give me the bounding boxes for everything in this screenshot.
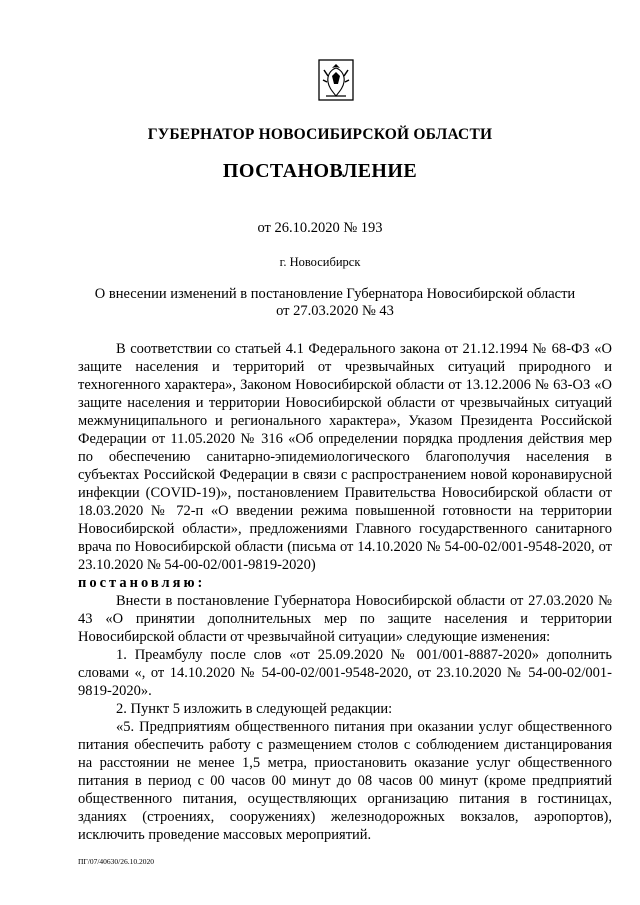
document-subject [60, 286, 610, 320]
item-2-text-paragraph: «5. Предприятиям общественного питания при оказании услуг общественного питания обеспечить работу с размещением столов с соблюдением дистанцирования на расстоянии не менее 1,5 метра, приостановить оказание услуг общественного питания в период с 00 часов 00 минут до 08 часов 00 минут (кроме предприятий общественного питания, осуществляющих организацию питания в гостиницах, зданиях (строениях, сооружениях) железнодорожных вокзалов, аэропортов), исключить проведение массовых мероприятий. [78, 719, 612, 843]
footer-document-code: ПГ/07/40630/26.10.2020 [78, 857, 155, 866]
decree-word: постановляю: [78, 575, 206, 591]
coat-of-arms-icon [318, 58, 354, 102]
document-city: г. Новосибирск [279, 255, 361, 269]
document-date-number: от 26.10.2020 № 193 [257, 220, 383, 236]
document-body [78, 340, 612, 844]
document-type-title: ПОСТАНОВЛЕНИЕ [222, 160, 418, 182]
item-1-paragraph: 1. Преамбулу после слов «от 25.09.2020 № 001/001-8887-2020» дополнить словами «, от 14.10.2020 № 54-00-02/001-9548-2020, от 23.10.2020 № 54-00-02/001-9819-2020». [78, 647, 612, 699]
subject-line-1: О внесении изменений в постановление Губернатора Новосибирской области [94, 286, 576, 302]
item-2-paragraph: 2. Пункт 5 изложить в следующей редакции: [116, 701, 393, 717]
authority-title: ГУБЕРНАТОР НОВОСИБИРСКОЙ ОБЛАСТИ [147, 126, 493, 143]
preamble-paragraph: В соответствии со статьей 4.1 Федерального закона от 21.12.1994 № 68-ФЗ «О защите населения и территорий от чрезвычайных ситуаций природного и техногенного характера», Законом Новосибирской области от 13.12.2006 № 63-ОЗ «О защите населения и территории Новосибирской области от чрезвычайных ситуаций межмуниципального и регионального характера», Указом Президента Российской Федерации от 11.05.2020 № 316 «Об определении порядка продления действия мер по обеспечению санитарно-эпидемиологического благополучия населения в субъектах Российской Федерации в связи с распространением новой коронавирусной инфекции (COVID-19)», постановлением Правительства Новосибирской области от 18.03.2020 № 72-п «О введении режима повышенной готовности на территории Новосибирской области», предложениями Главного государственного санитарного врача по Новосибирской области (письма от 14.10.2020 № 54-00-02/001-9548-2020, от 23.10.2020 № 54-00-02/001-9819-2020) [78, 341, 612, 573]
subject-line-2: от 27.03.2020 № 43 [276, 303, 394, 319]
intro-paragraph: Внести в постановление Губернатора Новосибирской области от 27.03.2020 № 43 «О принятии дополнительных мер по защите населения и территории Новосибирской области от чрезвычайной ситуации» следующие изменения: [78, 593, 612, 645]
